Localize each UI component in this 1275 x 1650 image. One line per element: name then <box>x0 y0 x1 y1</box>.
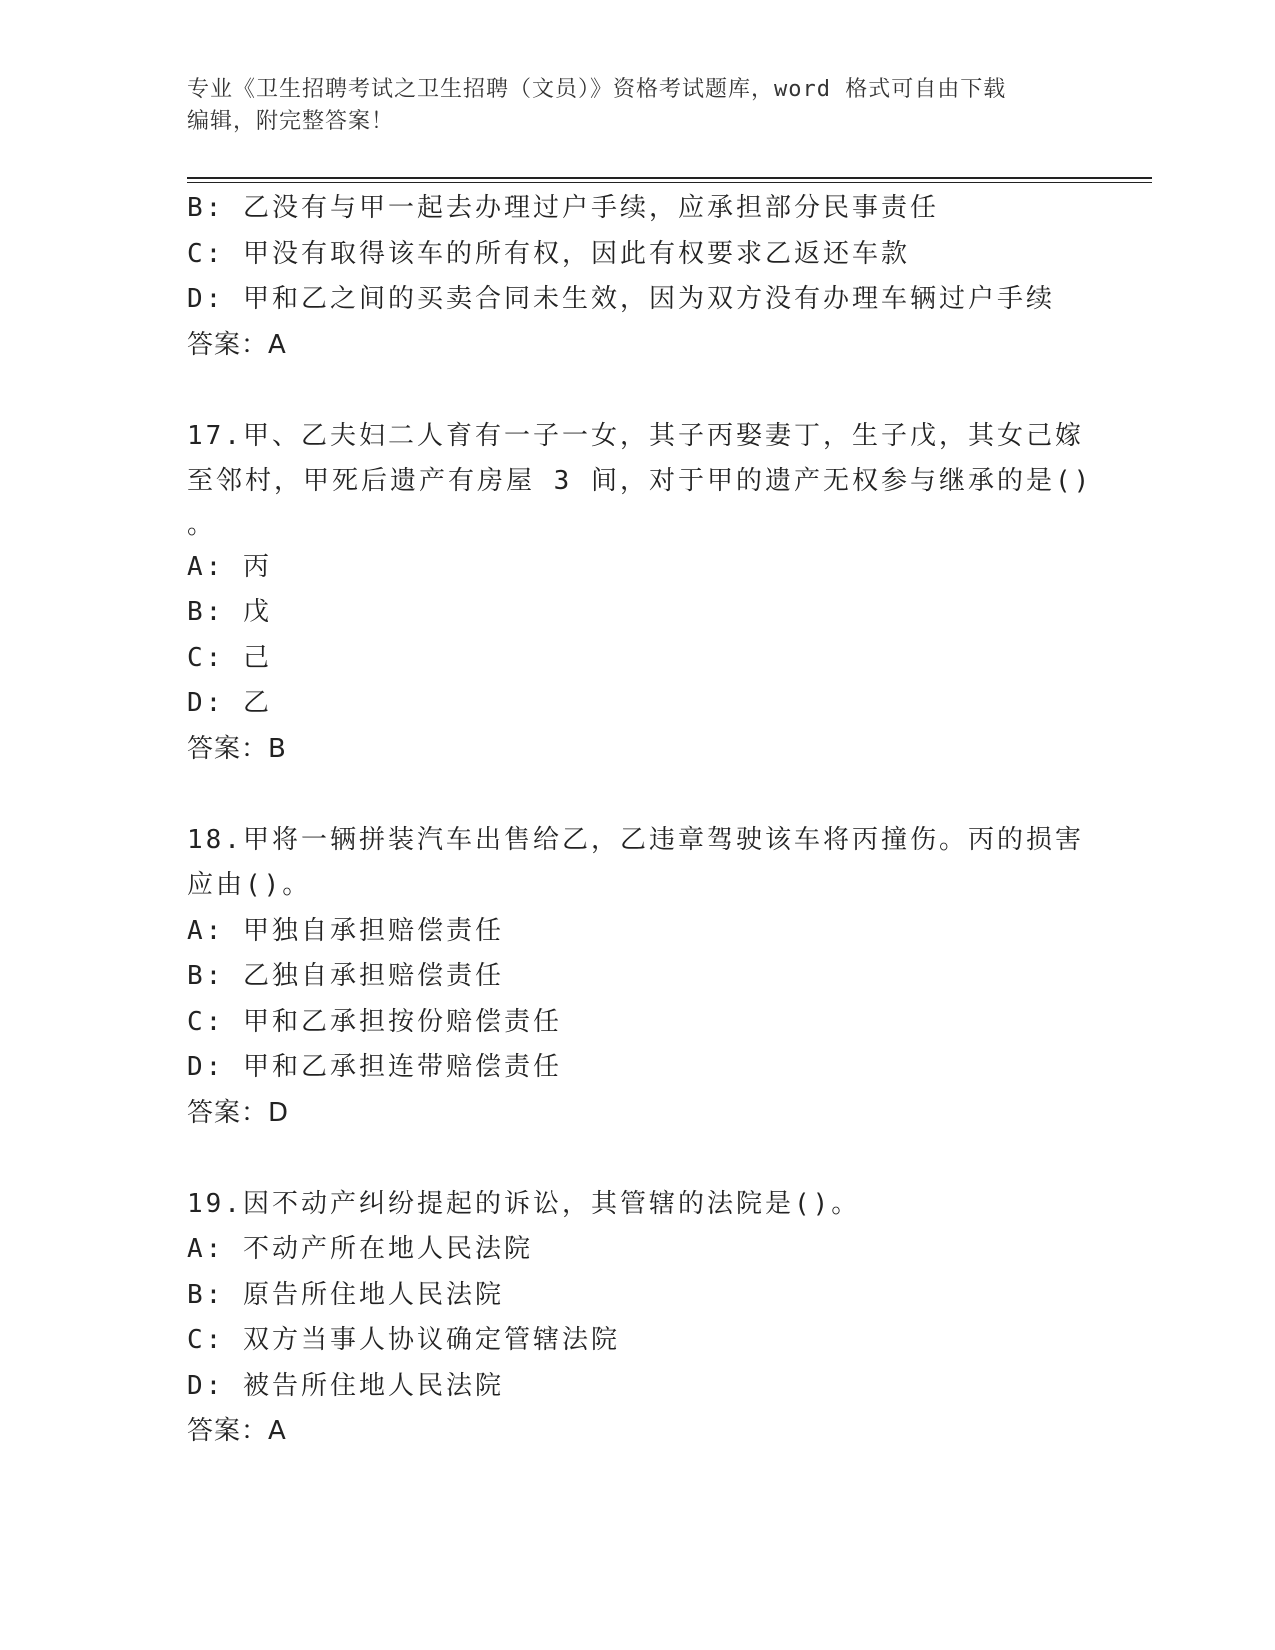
header-divider-thin <box>187 182 1152 183</box>
question-stem: 17.甲、乙夫妇二人育有一子一女，其子丙娶妻丁，生子戊，其女己嫁 <box>187 420 1084 451</box>
answer: 答案：A <box>187 329 287 360</box>
option-b: B: 戊 <box>187 597 272 627</box>
option-d: D: 甲和乙承担连带赔偿责任 <box>187 1052 562 1082</box>
question-stem: 18.甲将一辆拼装汽车出售给乙，乙违章驾驶该车将丙撞伤。丙的损害 <box>187 824 1084 855</box>
header-divider-thick <box>187 177 1152 179</box>
spacer <box>187 1136 1087 1182</box>
question-17 <box>187 414 1093 773</box>
question-list <box>187 186 1093 1455</box>
question-19 <box>187 1182 1087 1455</box>
header-line-1: 专业《卫生招聘考试之卫生招聘（文员）》资格考试题库，word 格式可自由下载 <box>187 77 1007 102</box>
answer: 答案：D <box>187 1097 290 1128</box>
question-18 <box>187 818 1087 1137</box>
option-b: B: 原告所住地人民法院 <box>187 1279 504 1310</box>
question-stem: 应由()。 <box>187 870 312 900</box>
question-stem: 19.因不动产纠纷提起的诉讼，其管辖的法院是()。 <box>187 1188 861 1219</box>
header-line-2: 编辑，附完整答案！ <box>187 109 395 134</box>
option-d: D: 被告所住地人民法院 <box>187 1370 504 1401</box>
option-c: C: 双方当事人协议确定管辖法院 <box>187 1325 620 1355</box>
option-d: D: 乙 <box>187 688 272 718</box>
option-c: C: 己 <box>187 642 272 673</box>
spacer <box>187 772 1087 818</box>
question-stem: 。 <box>187 509 217 540</box>
option-a: A: 不动产所在地人民法院 <box>187 1234 533 1264</box>
option-b: B: 乙没有与甲一起去办理过户手续，应承担部分民事责任 <box>187 193 939 223</box>
question-16-tail <box>187 186 1087 368</box>
spacer <box>187 368 1087 414</box>
option-d: D: 甲和乙之间的买卖合同未生效，因为双方没有办理车辆过户手续 <box>187 284 1055 314</box>
document-header <box>187 74 1087 138</box>
answer: 答案：B <box>187 733 287 764</box>
option-c: C: 甲没有取得该车的所有权，因此有权要求乙返还车款 <box>187 238 910 269</box>
option-b: B: 乙独自承担赔偿责任 <box>187 961 504 991</box>
option-c: C: 甲和乙承担按份赔偿责任 <box>187 1006 562 1037</box>
option-a: A: 甲独自承担赔偿责任 <box>187 915 504 946</box>
question-stem: 至邻村，甲死后遗产有房屋 3 间，对于甲的遗产无权参与继承的是() <box>187 466 1093 496</box>
option-a: A: 丙 <box>187 551 272 582</box>
answer: 答案：A <box>187 1416 287 1446</box>
